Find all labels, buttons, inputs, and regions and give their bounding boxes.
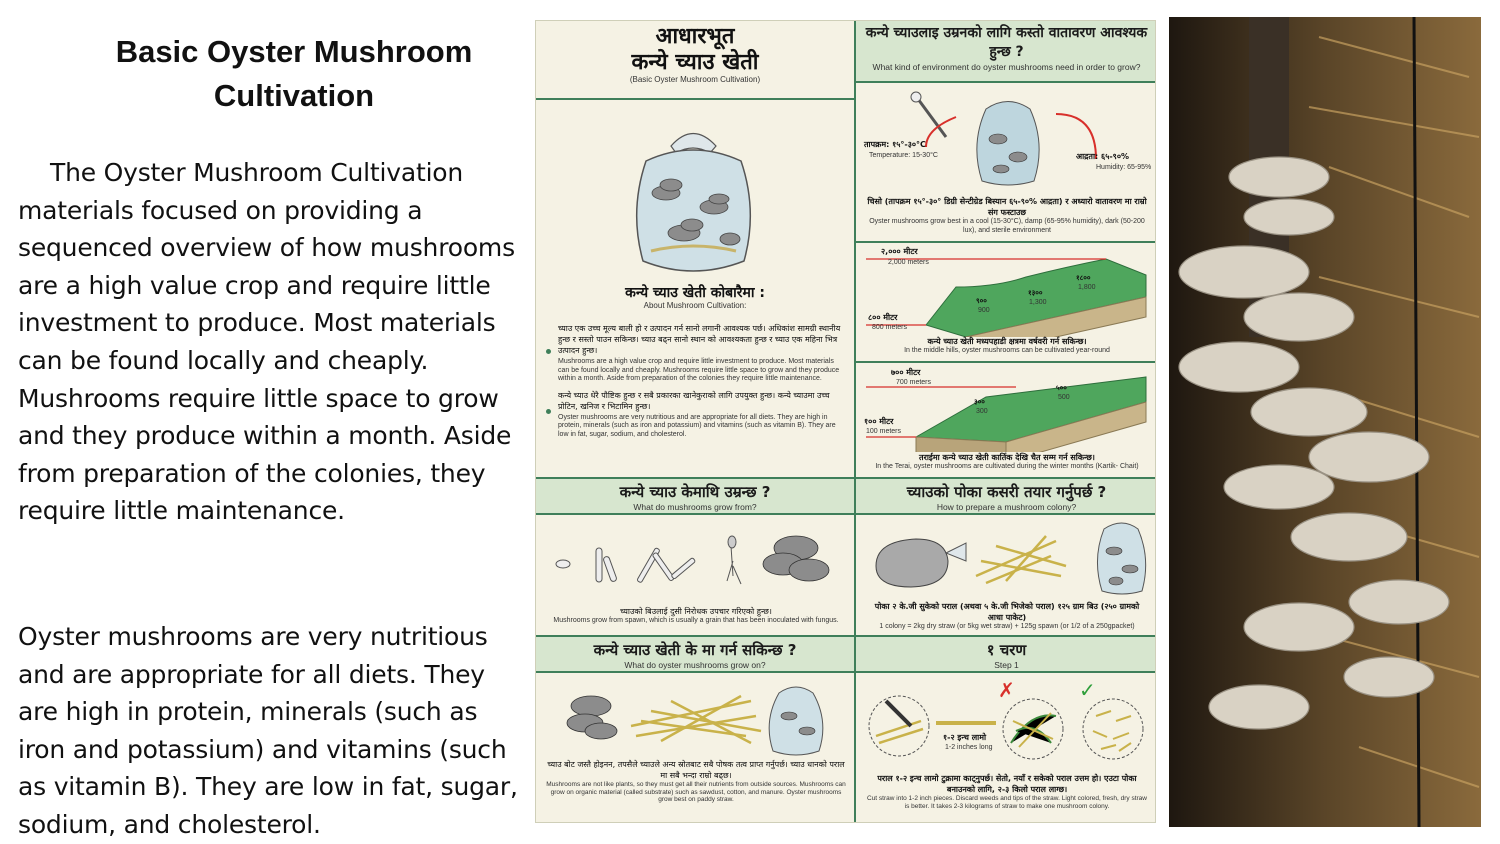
hills-value-3: ९०० [976,297,987,305]
mushroom-bag-illustration [626,121,761,281]
terai-top-en: 700 meters [896,379,932,386]
terai-value-2: ३०० [974,398,985,406]
wrong-mark: ✗ [998,678,1015,702]
growfrom-band [536,477,854,515]
hills-caption-np: कन्ये च्याउ खेती मध्यपहाडी क्षत्रमा वर्षवरी गर्न सकिन्छ। [927,337,1087,346]
poster-main-title [536,21,854,98]
divider [536,98,854,100]
env-np: कन्ये च्याउलाइ उम्रनको लागि कस्तो वातावरण आवश्यक हुन्छ ? [865,25,1148,60]
temperature-np: तापक्रम: १५°-३०°C [864,140,926,149]
hills-top-en: 2,000 meters [888,259,929,266]
hills-value-3-en: 900 [978,307,990,314]
paragraph-nutrition: Oyster mushrooms are very nutritious and are appropriate for all diets. They are high in protein, minerals (such as iron and potassium) and vitamins (such as vitamin B). They are low in fat, sugar, sodium, and cholesterol. [18,622,518,839]
terai-value-1: ५०० [1056,384,1067,392]
growon-band [536,635,854,673]
growth-stages-illustration [551,526,841,596]
step-np: १ चरण [986,641,1027,659]
terai-low-np: १०० मीटर [864,417,894,426]
colony-en: How to prepare a mushroom colony? [936,502,1077,512]
poster-divider [854,21,856,823]
colony-np: च्याउको पोका कसरी तयार गर्नुपर्छ ? [906,483,1107,501]
environment-illustration [906,89,1116,189]
substrate-illustration [561,681,831,756]
about-en: About Mushroom Cultivation: [643,301,747,310]
growon-caption [546,759,846,804]
colony-illustration [866,521,1151,596]
terai-caption [866,452,1148,472]
growfrom-np: कन्ये च्याउ केमाथि उम्रन्छ ? [619,483,771,501]
environment-caption [866,196,1148,235]
growon-caption-en: Mushrooms are not like plants, so they must get all their nutrients from outside sources. Mushrooms can grow on organic material (called substrate) such as sawdust, cotton, and manure. Oyster mushrooms grow best on paddy straw. [546,781,846,803]
about-en-text2: Oyster mushrooms are very nutritious and are appropriate for all diets. They are high in protein, minerals (such as iron and potassium) and vitamins (such as vitamin B). They are low in fat, sugar, sodium, and cholesterol. [558,413,836,438]
colony-caption [866,601,1148,632]
hills-low-np: ८०० मीटर [868,313,898,322]
terai-value-2-en: 300 [976,408,988,415]
humidity-en: Humidity: 65-95% [1096,164,1152,171]
growfrom-caption-en: Mushrooms grow from spawn, which is usually a grain that has been inoculated with fungus. [553,617,839,624]
terai-top-np: ७०० मीटर [891,368,921,377]
env-en: What kind of environment do oyster mushrooms need in order to grow? [872,62,1141,72]
hills-caption-en: In the middle hills, oyster mushrooms can be cultivated year-round [904,347,1110,354]
divider [856,361,1156,363]
about-np-text2: कन्ये च्याउ धेरै पौष्टिक हुन्छ र सबै प्रकारका खानेकुराको लागि उपयुक्त हुन्छ। कन्ये च्याउमा उच्च प्रोटिन, खनिज र भिटामिन हुन्छ। [558,390,830,411]
right-mark: ✓ [1079,678,1096,702]
hills-top-np: २,००० मीटर [881,247,918,256]
growfrom-en: What do mushrooms grow from? [633,502,757,512]
divider [856,241,1156,243]
terai-value-1-en: 500 [1058,394,1070,401]
growon-np: कन्ये च्याउ खेती के मा गर्न सकिन्छ ? [593,641,797,659]
main-title-np-line2: कन्ये च्याउ खेती [631,50,759,75]
step-caption-en: Cut straw into 1-2 inch pieces. Discard weeds and tips of the straw. Light colored, fresh, dry straw is better. It takes 2-3 kilograms of straw to make one mushroom colony. [867,795,1147,810]
hills-low-en: 800 meters [872,324,908,331]
about-heading [536,283,854,311]
about-np: कन्ये च्याउ खेती कोबारैमा : [625,285,765,301]
colony-band [856,477,1156,515]
colony-caption-np: पोका २ के.जी सुकेको पराल (अथवा ५ के.जी भिजेको पराल) १२५ ग्राम बिउ (२५० ग्रामको आधा पाकेट) [874,602,1140,622]
bullet-dot [546,409,551,414]
hills-value-1: १८०० [1076,274,1091,282]
cultivation-poster [535,20,1156,823]
step-en: Step 1 [994,660,1019,670]
growon-en: What do oyster mushrooms grow on? [624,660,766,670]
hills-value-1-en: 1,800 [1078,284,1096,291]
environment-band [856,21,1156,83]
main-title-np-line1: आधारभूत [655,24,735,49]
step-length-en: 1-2 inches long [945,744,993,751]
step-band [856,635,1156,673]
oyster-mushroom-photo [1169,17,1481,827]
growfrom-caption-np: च्याउको बिउलाई दुसी निरोधक उपचार गरिएको हुन्छ। [620,607,772,616]
temperature-en: Temperature: 15-30°C [869,152,938,159]
env-caption-np: चिसो (तापक्रम १५°-३०° डिग्री सेन्टीग्रेड बिस्यान ६५-९०% आद्रता) र अध्यारो वातावरण मा राम्रो संग फस्टाउछ [867,197,1147,217]
bullet-dot [546,349,551,354]
growfrom-caption [546,606,846,626]
hills-value-2: १३०० [1028,289,1043,297]
hills-caption [866,336,1148,356]
about-np-text1: च्याउ एक उच्च मूल्य बाली हो र उत्पादन गर्न सानो लगानी आवश्यक पर्छ। अधिकांश सामग्री स्थानीय हुन्छ र सस्तो पाउन सकिन्छ। च्याउ बढ्न सानो स्थान को आवश्यकता हुन्छ र च्याउ एक महिना भित्र उत्पादन हुन्छ। [558,324,841,355]
about-body [558,323,844,439]
step-length-np: १-२ इन्च लामो [943,733,987,742]
humidity-np: आद्रता: ६५-९०% [1076,152,1130,161]
step-caption-np: पराल १-२ इन्च लामो टुक्रामा काट्नुपर्छ। सेतो, नयाँ र सकेको पराल उत्तम हो। एउटा पोका बनाउनको लागि, २-३ किलो पराल लाग्छ। [877,774,1137,794]
terai-caption-en: In the Terai, oyster mushrooms are cultivated during the winter months (Kartik- Chait) [875,463,1139,470]
main-title-en: (Basic Oyster Mushroom Cultivation) [629,75,761,84]
terai-low-en: 100 meters [866,428,902,435]
growon-caption-np: च्याउ बोट जस्तै होइनन, तपसैले च्याउले अन्य स्रोतबाट सबै पोषक तत्व प्राप्त गर्नुपर्छ। च्याउ धानको पराल मा सबै भन्दा राम्रो बढ्छ। [547,760,845,780]
env-caption-en: Oyster mushrooms grow best in a cool (15-30°C), damp (65-95% humidity), dark (50-200 lux), and sterile environment [869,218,1145,234]
hills-value-2-en: 1,300 [1029,299,1047,306]
paragraph-intro: The Oyster Mushroom Cultivation materials focused on providing a sequenced overview of how mushrooms are a high value crop and require little investment to produce. Most materials can be found locally and cheaply. Mushrooms require little space to grow and they produce within a month. Aside from preparation of the colonies, they require little maintenance. [18,158,515,526]
step-caption [866,773,1148,810]
slide-title: Basic Oyster Mushroom Cultivation [115,34,473,113]
about-en-text1: Mushrooms are a high value crop and require little investment to produce. Most materials can be found locally and cheaply. Mushrooms require little space to grow and they produce within a month. Aside from preparation of the colonies they require little maintenance. [558,358,840,382]
terai-caption-np: तराईमा कन्ये च्याउ खेती कार्तिक देखि चैत सम्म गर्न सकिन्छ। [919,453,1095,462]
colony-caption-en: 1 colony = 2kg dry straw (or 5kg wet straw) + 125g spawn (or 1/2 of a 250gpacket) [879,623,1135,630]
